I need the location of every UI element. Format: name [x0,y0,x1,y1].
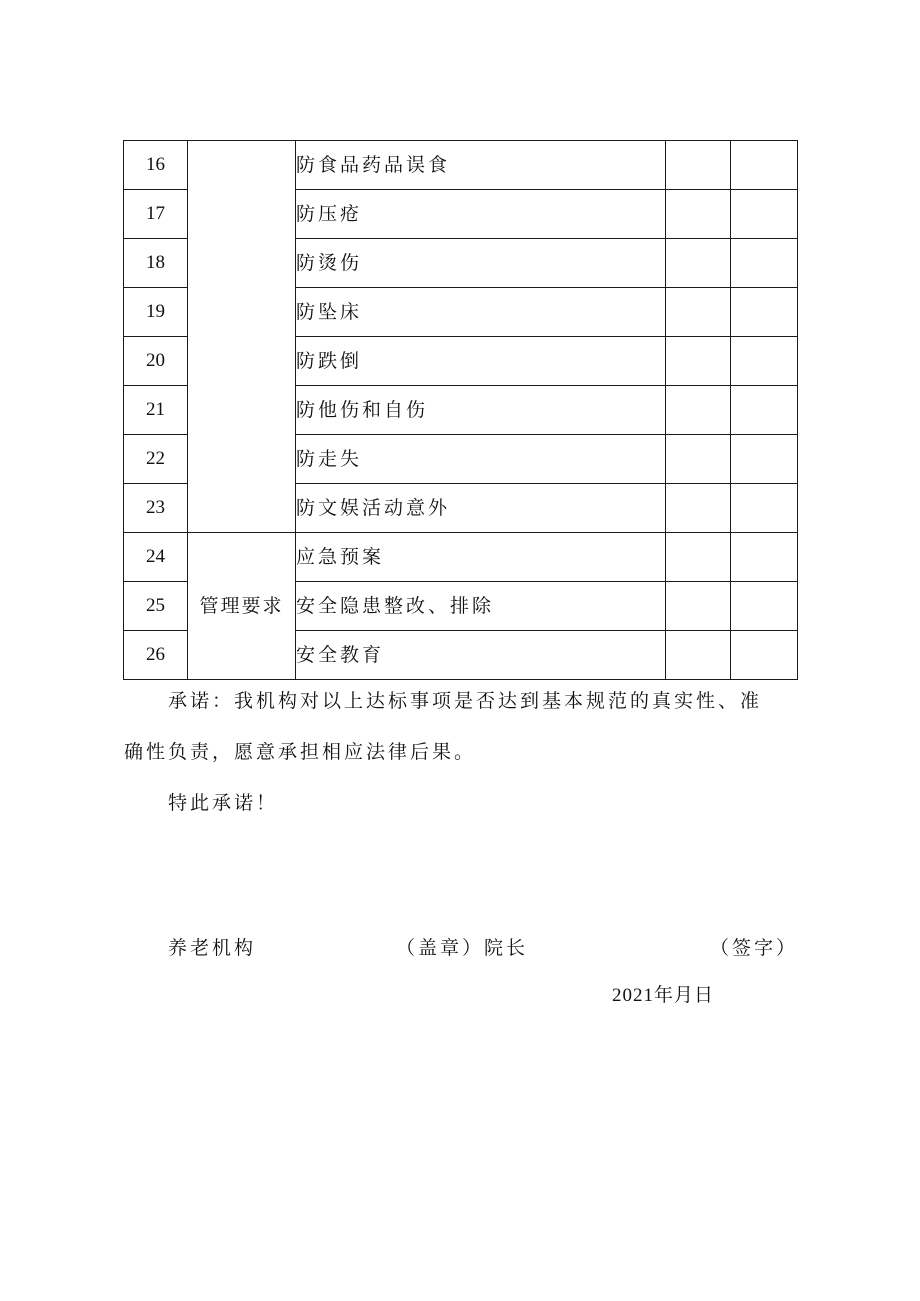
check-cell-a [666,141,731,190]
signature-date: 2021年月日 [612,985,715,1006]
check-cell-a [666,239,731,288]
safety-checklist-table [123,140,798,680]
check-cell-a [666,190,731,239]
check-cell-b [731,631,798,680]
signature-seal-label: （盖章）院长 [396,937,529,959]
check-cell-b [731,239,798,288]
row-number: 22 [124,435,188,484]
check-cell-a [666,631,731,680]
table-row [124,533,798,582]
row-number: 18 [124,239,188,288]
category-cell-safety [188,141,296,533]
check-cell-b [731,484,798,533]
signature-sign-label: （签字） [710,937,799,959]
row-number: 21 [124,386,188,435]
check-cell-a [666,337,731,386]
item-name: 防烫伤 [296,239,666,288]
row-number: 19 [124,288,188,337]
check-cell-b [731,190,798,239]
item-name: 防文娱活动意外 [296,484,666,533]
check-cell-a [666,288,731,337]
check-cell-a [666,533,731,582]
check-cell-a [666,582,731,631]
item-name: 安全教育 [296,631,666,680]
row-number: 26 [124,631,188,680]
table-row [124,141,798,190]
check-cell-b [731,582,798,631]
check-cell-b [731,533,798,582]
row-number: 23 [124,484,188,533]
check-cell-b [731,141,798,190]
check-cell-b [731,337,798,386]
item-name: 安全隐患整改、排除 [296,582,666,631]
row-number: 24 [124,533,188,582]
item-name: 防压疮 [296,190,666,239]
item-name: 防食品药品误食 [296,141,666,190]
item-name: 应急预案 [296,533,666,582]
item-name: 防他伤和自伤 [296,386,666,435]
check-cell-b [731,435,798,484]
row-number: 17 [124,190,188,239]
item-name: 防走失 [296,435,666,484]
pledge-text-line-1: 承诺：我机构对以上达标事项是否达到基本规范的真实性、准 [168,690,763,712]
category-cell-management: 管理要求 [188,533,296,680]
check-cell-b [731,386,798,435]
item-name: 防坠床 [296,288,666,337]
item-name: 防跌倒 [296,337,666,386]
check-cell-a [666,386,731,435]
check-cell-b [731,288,798,337]
row-number: 25 [124,582,188,631]
row-number: 20 [124,337,188,386]
pledge-text-line-2: 确性负责，愿意承担相应法律后果。 [124,741,477,763]
pledge-closing: 特此承诺！ [168,792,279,814]
row-number: 16 [124,141,188,190]
check-cell-a [666,484,731,533]
check-cell-a [666,435,731,484]
signature-org-label: 养老机构 [168,937,257,959]
